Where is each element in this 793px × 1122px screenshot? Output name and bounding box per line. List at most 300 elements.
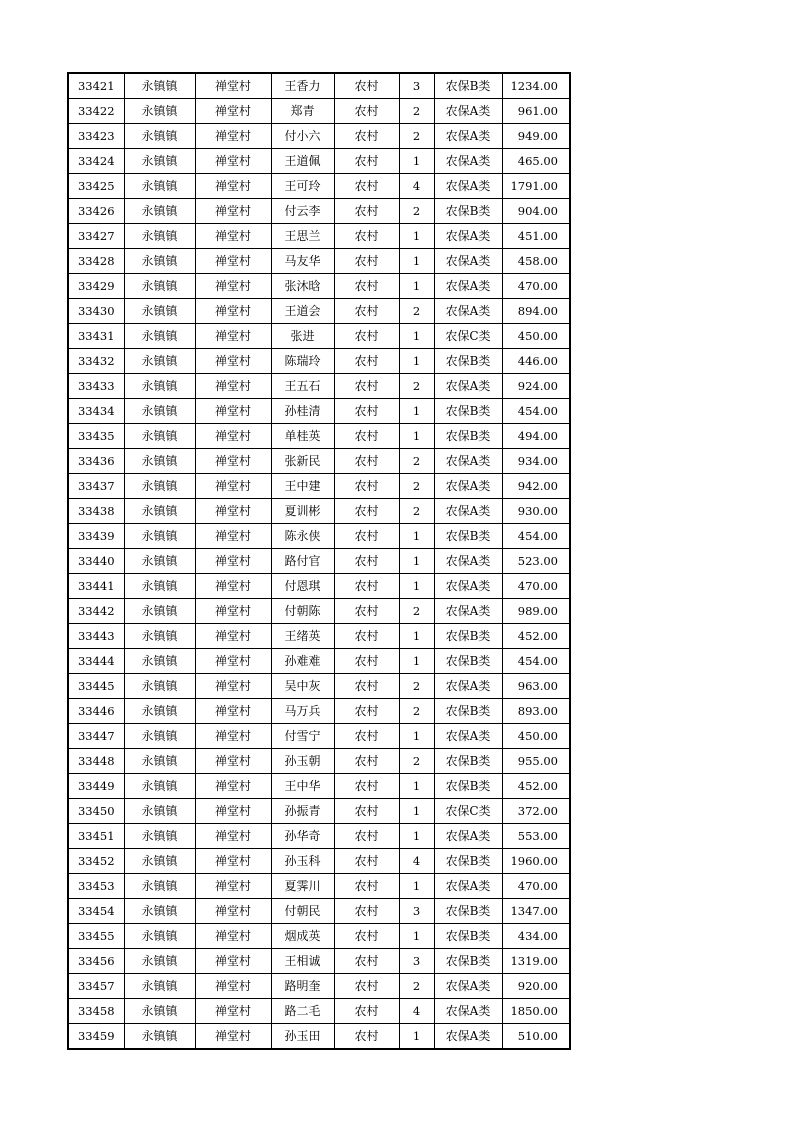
town-cell: 永镇镇 (124, 974, 195, 999)
amount-cell: 470.00 (502, 274, 570, 299)
household-type-cell: 农村 (334, 99, 399, 124)
record-id-cell: 33431 (68, 324, 124, 349)
person-name-cell: 张新民 (271, 449, 334, 474)
village-cell: 禅堂村 (195, 699, 271, 724)
person-name-cell: 孙桂清 (271, 399, 334, 424)
amount-cell: 450.00 (502, 724, 570, 749)
village-cell: 禅堂村 (195, 73, 271, 99)
record-id-cell: 33436 (68, 449, 124, 474)
town-cell: 永镇镇 (124, 1024, 195, 1050)
town-cell: 永镇镇 (124, 724, 195, 749)
village-cell: 禅堂村 (195, 249, 271, 274)
village-cell: 禅堂村 (195, 924, 271, 949)
table-row (68, 649, 570, 674)
table-row (68, 424, 570, 449)
amount-cell: 963.00 (502, 674, 570, 699)
record-id-cell: 33440 (68, 549, 124, 574)
person-name-cell: 单桂英 (271, 424, 334, 449)
insurance-category-cell: 农保A类 (434, 249, 502, 274)
village-cell: 禅堂村 (195, 574, 271, 599)
table-row (68, 924, 570, 949)
record-id-cell: 33459 (68, 1024, 124, 1050)
person-name-cell: 陈瑞玲 (271, 349, 334, 374)
town-cell: 永镇镇 (124, 124, 195, 149)
member-count-cell: 1 (399, 349, 434, 374)
member-count-cell: 2 (399, 299, 434, 324)
household-type-cell: 农村 (334, 199, 399, 224)
household-type-cell: 农村 (334, 874, 399, 899)
village-cell: 禅堂村 (195, 224, 271, 249)
amount-cell: 961.00 (502, 99, 570, 124)
person-name-cell: 付雪宁 (271, 724, 334, 749)
village-cell: 禅堂村 (195, 949, 271, 974)
record-id-cell: 33427 (68, 224, 124, 249)
village-cell: 禅堂村 (195, 374, 271, 399)
person-name-cell: 王香力 (271, 73, 334, 99)
insurance-category-cell: 农保A类 (434, 149, 502, 174)
person-name-cell: 付朝陈 (271, 599, 334, 624)
member-count-cell: 1 (399, 324, 434, 349)
village-cell: 禅堂村 (195, 624, 271, 649)
member-count-cell: 1 (399, 149, 434, 174)
insurance-category-cell: 农保A类 (434, 574, 502, 599)
town-cell: 永镇镇 (124, 549, 195, 574)
village-cell: 禅堂村 (195, 274, 271, 299)
record-id-cell: 33422 (68, 99, 124, 124)
insurance-category-cell: 农保B类 (434, 424, 502, 449)
town-cell: 永镇镇 (124, 424, 195, 449)
member-count-cell: 1 (399, 549, 434, 574)
person-name-cell: 付小六 (271, 124, 334, 149)
insurance-category-cell: 农保A类 (434, 224, 502, 249)
amount-cell: 372.00 (502, 799, 570, 824)
amount-cell: 553.00 (502, 824, 570, 849)
record-id-cell: 33423 (68, 124, 124, 149)
town-cell: 永镇镇 (124, 274, 195, 299)
household-type-cell: 农村 (334, 974, 399, 999)
table-row (68, 399, 570, 424)
household-type-cell: 农村 (334, 574, 399, 599)
amount-cell: 1234.00 (502, 73, 570, 99)
record-id-cell: 33438 (68, 499, 124, 524)
insurance-category-cell: 农保A类 (434, 824, 502, 849)
household-type-cell: 农村 (334, 924, 399, 949)
amount-cell: 451.00 (502, 224, 570, 249)
person-name-cell: 路付官 (271, 549, 334, 574)
village-cell: 禅堂村 (195, 149, 271, 174)
household-type-cell: 农村 (334, 1024, 399, 1050)
amount-cell: 942.00 (502, 474, 570, 499)
household-type-cell: 农村 (334, 524, 399, 549)
town-cell: 永镇镇 (124, 849, 195, 874)
table-row (68, 699, 570, 724)
table-row (68, 324, 570, 349)
member-count-cell: 3 (399, 899, 434, 924)
town-cell: 永镇镇 (124, 799, 195, 824)
table-row (68, 1024, 570, 1050)
person-name-cell: 王五石 (271, 374, 334, 399)
member-count-cell: 1 (399, 874, 434, 899)
household-type-cell: 农村 (334, 324, 399, 349)
person-name-cell: 王相诚 (271, 949, 334, 974)
table-row (68, 274, 570, 299)
member-count-cell: 2 (399, 374, 434, 399)
town-cell: 永镇镇 (124, 674, 195, 699)
amount-cell: 920.00 (502, 974, 570, 999)
record-id-cell: 33447 (68, 724, 124, 749)
town-cell: 永镇镇 (124, 149, 195, 174)
table-row (68, 149, 570, 174)
member-count-cell: 1 (399, 724, 434, 749)
person-name-cell: 孙玉科 (271, 849, 334, 874)
amount-cell: 446.00 (502, 349, 570, 374)
town-cell: 永镇镇 (124, 224, 195, 249)
village-cell: 禅堂村 (195, 599, 271, 624)
person-name-cell: 王中建 (271, 474, 334, 499)
record-id-cell: 33445 (68, 674, 124, 699)
table-row (68, 524, 570, 549)
household-type-cell: 农村 (334, 499, 399, 524)
record-id-cell: 33443 (68, 624, 124, 649)
record-id-cell: 33446 (68, 699, 124, 724)
insurance-category-cell: 农保B类 (434, 524, 502, 549)
town-cell: 永镇镇 (124, 199, 195, 224)
village-cell: 禅堂村 (195, 649, 271, 674)
insurance-category-cell: 农保B类 (434, 699, 502, 724)
table-row (68, 674, 570, 699)
insurance-category-cell: 农保A类 (434, 299, 502, 324)
insurance-category-cell: 农保A类 (434, 974, 502, 999)
household-type-cell: 农村 (334, 849, 399, 874)
records-body (68, 73, 570, 1049)
village-cell: 禅堂村 (195, 849, 271, 874)
amount-cell: 458.00 (502, 249, 570, 274)
village-cell: 禅堂村 (195, 174, 271, 199)
household-type-cell: 农村 (334, 749, 399, 774)
household-type-cell: 农村 (334, 599, 399, 624)
record-id-cell: 33449 (68, 774, 124, 799)
records-table (67, 72, 571, 1050)
table-row (68, 249, 570, 274)
town-cell: 永镇镇 (124, 174, 195, 199)
village-cell: 禅堂村 (195, 124, 271, 149)
insurance-category-cell: 农保B类 (434, 949, 502, 974)
village-cell: 禅堂村 (195, 349, 271, 374)
town-cell: 永镇镇 (124, 324, 195, 349)
town-cell: 永镇镇 (124, 649, 195, 674)
insurance-category-cell: 农保A类 (434, 599, 502, 624)
amount-cell: 454.00 (502, 524, 570, 549)
member-count-cell: 1 (399, 774, 434, 799)
table-row (68, 849, 570, 874)
insurance-category-cell: 农保A类 (434, 499, 502, 524)
village-cell: 禅堂村 (195, 424, 271, 449)
household-type-cell: 农村 (334, 699, 399, 724)
amount-cell: 434.00 (502, 924, 570, 949)
amount-cell: 949.00 (502, 124, 570, 149)
table-row (68, 73, 570, 99)
household-type-cell: 农村 (334, 174, 399, 199)
record-id-cell: 33456 (68, 949, 124, 974)
record-id-cell: 33457 (68, 974, 124, 999)
town-cell: 永镇镇 (124, 99, 195, 124)
table-row (68, 374, 570, 399)
town-cell: 永镇镇 (124, 499, 195, 524)
insurance-category-cell: 农保A类 (434, 549, 502, 574)
village-cell: 禅堂村 (195, 874, 271, 899)
amount-cell: 454.00 (502, 399, 570, 424)
town-cell: 永镇镇 (124, 73, 195, 99)
village-cell: 禅堂村 (195, 399, 271, 424)
household-type-cell: 农村 (334, 549, 399, 574)
amount-cell: 904.00 (502, 199, 570, 224)
person-name-cell: 孙振青 (271, 799, 334, 824)
household-type-cell: 农村 (334, 274, 399, 299)
town-cell: 永镇镇 (124, 949, 195, 974)
record-id-cell: 33450 (68, 799, 124, 824)
insurance-category-cell: 农保A类 (434, 674, 502, 699)
member-count-cell: 1 (399, 624, 434, 649)
household-type-cell: 农村 (334, 799, 399, 824)
amount-cell: 934.00 (502, 449, 570, 474)
household-type-cell: 农村 (334, 774, 399, 799)
amount-cell: 1319.00 (502, 949, 570, 974)
record-id-cell: 33421 (68, 73, 124, 99)
member-count-cell: 1 (399, 524, 434, 549)
person-name-cell: 烟成英 (271, 924, 334, 949)
amount-cell: 470.00 (502, 874, 570, 899)
member-count-cell: 2 (399, 599, 434, 624)
member-count-cell: 1 (399, 824, 434, 849)
insurance-category-cell: 农保A类 (434, 374, 502, 399)
household-type-cell: 农村 (334, 624, 399, 649)
insurance-category-cell: 农保A类 (434, 449, 502, 474)
insurance-category-cell: 农保A类 (434, 174, 502, 199)
town-cell: 永镇镇 (124, 824, 195, 849)
member-count-cell: 4 (399, 849, 434, 874)
amount-cell: 1850.00 (502, 999, 570, 1024)
amount-cell: 893.00 (502, 699, 570, 724)
insurance-category-cell: 农保A类 (434, 999, 502, 1024)
insurance-category-cell: 农保B类 (434, 349, 502, 374)
person-name-cell: 王中华 (271, 774, 334, 799)
person-name-cell: 王绪英 (271, 624, 334, 649)
insurance-category-cell: 农保A类 (434, 724, 502, 749)
insurance-category-cell: 农保B类 (434, 649, 502, 674)
person-name-cell: 王可玲 (271, 174, 334, 199)
town-cell: 永镇镇 (124, 899, 195, 924)
record-id-cell: 33441 (68, 574, 124, 599)
record-id-cell: 33437 (68, 474, 124, 499)
record-id-cell: 33433 (68, 374, 124, 399)
table-row (68, 349, 570, 374)
member-count-cell: 1 (399, 649, 434, 674)
town-cell: 永镇镇 (124, 524, 195, 549)
household-type-cell: 农村 (334, 224, 399, 249)
amount-cell: 1347.00 (502, 899, 570, 924)
record-id-cell: 33454 (68, 899, 124, 924)
amount-cell: 1960.00 (502, 849, 570, 874)
amount-cell: 523.00 (502, 549, 570, 574)
person-name-cell: 张进 (271, 324, 334, 349)
member-count-cell: 4 (399, 174, 434, 199)
person-name-cell: 路二毛 (271, 999, 334, 1024)
insurance-category-cell: 农保B类 (434, 749, 502, 774)
record-id-cell: 33424 (68, 149, 124, 174)
household-type-cell: 农村 (334, 449, 399, 474)
village-cell: 禅堂村 (195, 549, 271, 574)
table-row (68, 174, 570, 199)
person-name-cell: 马万兵 (271, 699, 334, 724)
town-cell: 永镇镇 (124, 574, 195, 599)
amount-cell: 452.00 (502, 624, 570, 649)
household-type-cell: 农村 (334, 349, 399, 374)
village-cell: 禅堂村 (195, 1024, 271, 1050)
member-count-cell: 2 (399, 449, 434, 474)
table-row (68, 824, 570, 849)
person-name-cell: 马友华 (271, 249, 334, 274)
insurance-category-cell: 农保C类 (434, 799, 502, 824)
person-name-cell: 路明奎 (271, 974, 334, 999)
member-count-cell: 4 (399, 999, 434, 1024)
record-id-cell: 33444 (68, 649, 124, 674)
insurance-category-cell: 农保A类 (434, 1024, 502, 1050)
person-name-cell: 孙华奇 (271, 824, 334, 849)
person-name-cell: 孙玉朝 (271, 749, 334, 774)
town-cell: 永镇镇 (124, 999, 195, 1024)
village-cell: 禅堂村 (195, 674, 271, 699)
record-id-cell: 33439 (68, 524, 124, 549)
town-cell: 永镇镇 (124, 774, 195, 799)
amount-cell: 930.00 (502, 499, 570, 524)
table-row (68, 449, 570, 474)
village-cell: 禅堂村 (195, 974, 271, 999)
household-type-cell: 农村 (334, 899, 399, 924)
town-cell: 永镇镇 (124, 749, 195, 774)
record-id-cell: 33434 (68, 399, 124, 424)
village-cell: 禅堂村 (195, 199, 271, 224)
amount-cell: 510.00 (502, 1024, 570, 1050)
table-row (68, 474, 570, 499)
person-name-cell: 夏训彬 (271, 499, 334, 524)
household-type-cell: 农村 (334, 649, 399, 674)
record-id-cell: 33430 (68, 299, 124, 324)
table-row (68, 949, 570, 974)
member-count-cell: 2 (399, 974, 434, 999)
table-row (68, 99, 570, 124)
town-cell: 永镇镇 (124, 299, 195, 324)
member-count-cell: 1 (399, 399, 434, 424)
village-cell: 禅堂村 (195, 749, 271, 774)
table-row (68, 574, 570, 599)
insurance-category-cell: 农保B类 (434, 924, 502, 949)
record-id-cell: 33448 (68, 749, 124, 774)
person-name-cell: 孙玉田 (271, 1024, 334, 1050)
household-type-cell: 农村 (334, 824, 399, 849)
town-cell: 永镇镇 (124, 349, 195, 374)
insurance-category-cell: 农保B类 (434, 73, 502, 99)
member-count-cell: 2 (399, 699, 434, 724)
record-id-cell: 33435 (68, 424, 124, 449)
village-cell: 禅堂村 (195, 524, 271, 549)
village-cell: 禅堂村 (195, 324, 271, 349)
member-count-cell: 2 (399, 474, 434, 499)
record-id-cell: 33442 (68, 599, 124, 624)
person-name-cell: 付朝民 (271, 899, 334, 924)
member-count-cell: 1 (399, 224, 434, 249)
record-id-cell: 33451 (68, 824, 124, 849)
town-cell: 永镇镇 (124, 874, 195, 899)
village-cell: 禅堂村 (195, 474, 271, 499)
record-id-cell: 33452 (68, 849, 124, 874)
table-row (68, 124, 570, 149)
person-name-cell: 孙难难 (271, 649, 334, 674)
table-row (68, 749, 570, 774)
table-row (68, 549, 570, 574)
town-cell: 永镇镇 (124, 399, 195, 424)
village-cell: 禅堂村 (195, 449, 271, 474)
town-cell: 永镇镇 (124, 924, 195, 949)
household-type-cell: 农村 (334, 674, 399, 699)
insurance-category-cell: 农保B类 (434, 849, 502, 874)
household-type-cell: 农村 (334, 724, 399, 749)
amount-cell: 454.00 (502, 649, 570, 674)
amount-cell: 955.00 (502, 749, 570, 774)
member-count-cell: 2 (399, 674, 434, 699)
person-name-cell: 付云李 (271, 199, 334, 224)
household-type-cell: 农村 (334, 474, 399, 499)
table-row (68, 799, 570, 824)
insurance-category-cell: 农保B类 (434, 399, 502, 424)
town-cell: 永镇镇 (124, 374, 195, 399)
person-name-cell: 郑青 (271, 99, 334, 124)
household-type-cell: 农村 (334, 999, 399, 1024)
person-name-cell: 王道佩 (271, 149, 334, 174)
village-cell: 禅堂村 (195, 999, 271, 1024)
household-type-cell: 农村 (334, 124, 399, 149)
household-type-cell: 农村 (334, 299, 399, 324)
town-cell: 永镇镇 (124, 624, 195, 649)
table-row (68, 624, 570, 649)
table-row (68, 499, 570, 524)
amount-cell: 1791.00 (502, 174, 570, 199)
insurance-category-cell: 农保B类 (434, 624, 502, 649)
insurance-category-cell: 农保A类 (434, 99, 502, 124)
household-type-cell: 农村 (334, 149, 399, 174)
village-cell: 禅堂村 (195, 724, 271, 749)
table-row (68, 874, 570, 899)
town-cell: 永镇镇 (124, 599, 195, 624)
member-count-cell: 2 (399, 749, 434, 774)
insurance-category-cell: 农保A类 (434, 474, 502, 499)
amount-cell: 494.00 (502, 424, 570, 449)
person-name-cell: 付恩琪 (271, 574, 334, 599)
insurance-category-cell: 农保A类 (434, 124, 502, 149)
amount-cell: 989.00 (502, 599, 570, 624)
village-cell: 禅堂村 (195, 499, 271, 524)
person-name-cell: 夏霁川 (271, 874, 334, 899)
record-id-cell: 33458 (68, 999, 124, 1024)
household-type-cell: 农村 (334, 399, 399, 424)
insurance-category-cell: 农保A类 (434, 274, 502, 299)
town-cell: 永镇镇 (124, 699, 195, 724)
member-count-cell: 1 (399, 924, 434, 949)
person-name-cell: 吴中灰 (271, 674, 334, 699)
village-cell: 禅堂村 (195, 774, 271, 799)
amount-cell: 452.00 (502, 774, 570, 799)
table-row (68, 224, 570, 249)
member-count-cell: 2 (399, 99, 434, 124)
